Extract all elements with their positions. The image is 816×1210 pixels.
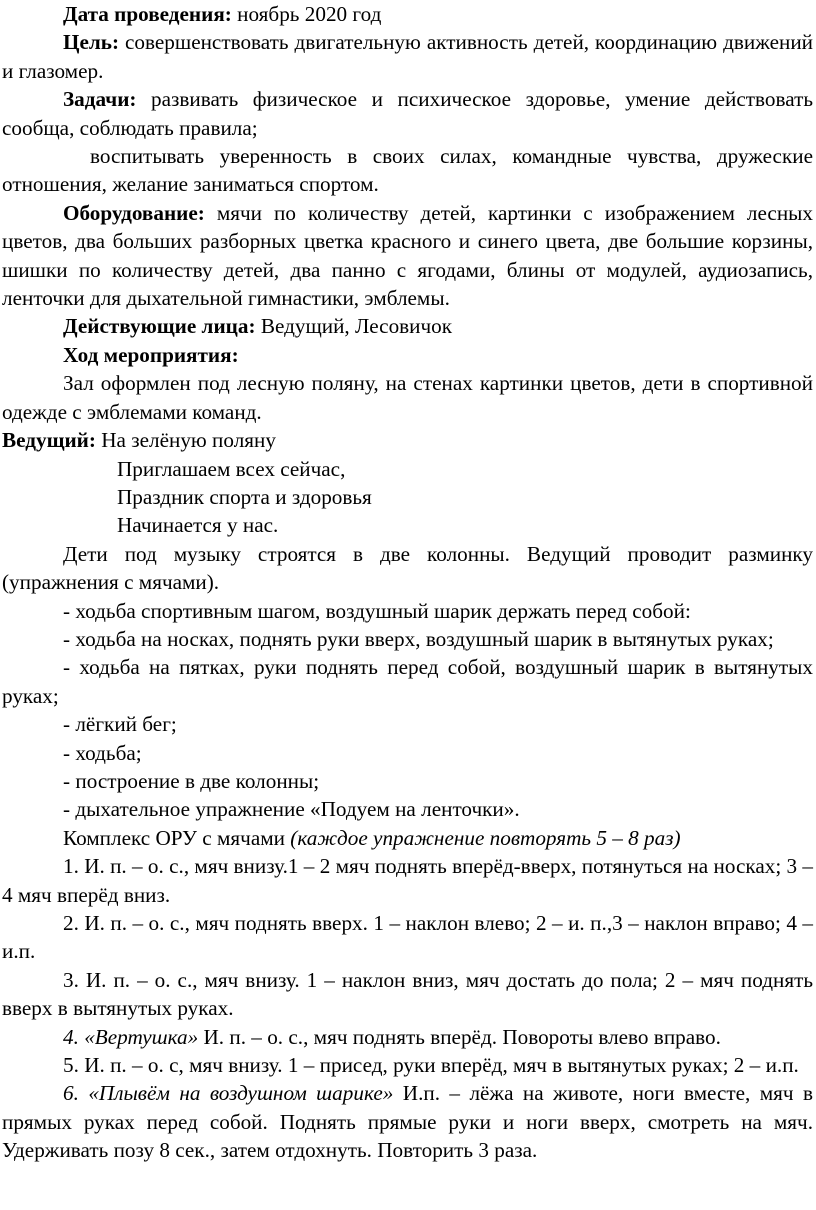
warmup-intro: Дети под музыку строятся в две колонны. Ведущий проводит разминку (упражнения с мячами). xyxy=(2,541,813,595)
date-value: ноябрь 2020 год xyxy=(231,2,382,26)
characters-value: Ведущий, Лесовичок xyxy=(255,314,453,339)
equipment-label: Оборудование: xyxy=(63,200,205,225)
characters-label: Действующие лица: xyxy=(63,314,256,339)
warmup-item: - ходьба на носках, поднять руки вверх, воздушный шарик в вытянутых руках; xyxy=(63,626,774,651)
tasks-value: развивать физическое и психическое здоровье, умение действовать сообща, соблюдать правила; xyxy=(2,87,813,140)
exercise-item: 3. И. п. – о. с., мяч внизу. 1 – наклон вниз, мяч достать до пола; 2 – мяч поднять вверх в вытянутых руках. xyxy=(2,967,813,1021)
complex-note: (каждое упражнение повторять 5 – 8 раз) xyxy=(290,825,681,850)
tasks-label: Задачи: xyxy=(63,87,137,112)
exercise-item xyxy=(2,1079,813,1164)
host-verse-line xyxy=(2,426,813,454)
complex-label: Комплекс ОРУ с мячами xyxy=(63,825,291,850)
warmup-item: - ходьба; xyxy=(63,740,142,765)
host-label: Ведущий: xyxy=(2,428,96,453)
course-heading: Ход мероприятия: xyxy=(63,342,239,367)
exercise-item: 1. И. п. – о. с., мяч внизу.1 – 2 мяч поднять вперёд-вверх, потянуться на носках; 3 – 4 мяч вперёд вниз. xyxy=(2,854,813,907)
verse-line: Начинается у нас. xyxy=(117,513,279,538)
warmup-item: - ходьба спортивным шагом, воздушный шарик держать перед собой: xyxy=(63,598,691,623)
exercise-item: 2. И. п. – о. с., мяч поднять вверх. 1 – наклон влево; 2 – и. п.,3 – наклон вправо; 4 – и.п. xyxy=(2,911,813,964)
verse-line: На зелёную поляну xyxy=(95,428,276,453)
warmup-item: - построение в две колонны; xyxy=(63,768,320,793)
date-label: Дата проведения: xyxy=(63,2,232,26)
warmup-item: - лёгкий бег; xyxy=(63,712,177,737)
event-date xyxy=(2,0,813,28)
exercise-text: И.п. – лёжа на животе, ноги вместе, мяч в прямых руках перед собой. Поднять прямые руки и ноги вверх, смотреть на мяч. Удерживать позу 8 сек., затем отдохнуть. Повторить 3 раза. xyxy=(2,1081,813,1163)
event-tasks-continued: воспитывать уверенность в своих силах, командные чувства, дружеские отношения, желание заниматься спортом. xyxy=(2,144,813,197)
event-characters xyxy=(2,312,813,340)
warmup-item: - дыхательное упражнение «Подуем на ленточки». xyxy=(63,797,520,822)
event-goal xyxy=(2,28,813,85)
goal-value: совершенствовать двигательную активность детей, координацию движений и глазомер. xyxy=(2,30,813,83)
exercise-title: 4. «Вертушка» xyxy=(63,1024,199,1049)
event-equipment xyxy=(2,199,813,313)
event-tasks xyxy=(2,85,813,142)
exercise-item xyxy=(2,1023,813,1051)
verse-line: Приглашаем всех сейчас, xyxy=(117,456,346,481)
warmup-item: - ходьба на пятках, руки поднять перед собой, воздушный шарик в вытянутых руках; xyxy=(2,655,813,708)
equipment-value: мячи по количеству детей, картинки с изображением лесных цветов, два больших разборных цветка красного и синего цвета, две большие корзины, шишки по количеству детей, два панно с ягодами, блины от модулей, аудиозапись, ленточки для дыхательной гимнастики, эмблемы. xyxy=(2,200,813,311)
exercise-title: 6. «Плывём на воздушном шарике» xyxy=(63,1081,394,1106)
exercise-text: И. п. – о. с., мяч поднять вперёд. Повороты влево вправо. xyxy=(198,1024,721,1049)
setting-description: Зал оформлен под лесную поляну, на стенах картинки цветов, дети в спортивной одежде с эмблемами команд. xyxy=(2,371,813,424)
exercise-item: 5. И. п. – о. с, мяч внизу. 1 – присед, руки вперёд, мяч в вытянутых руках; 2 – и.п. xyxy=(63,1053,799,1078)
goal-label: Цель: xyxy=(63,30,120,55)
exercise-complex-heading xyxy=(2,824,813,852)
verse-line: Праздник спорта и здоровья xyxy=(117,484,372,509)
